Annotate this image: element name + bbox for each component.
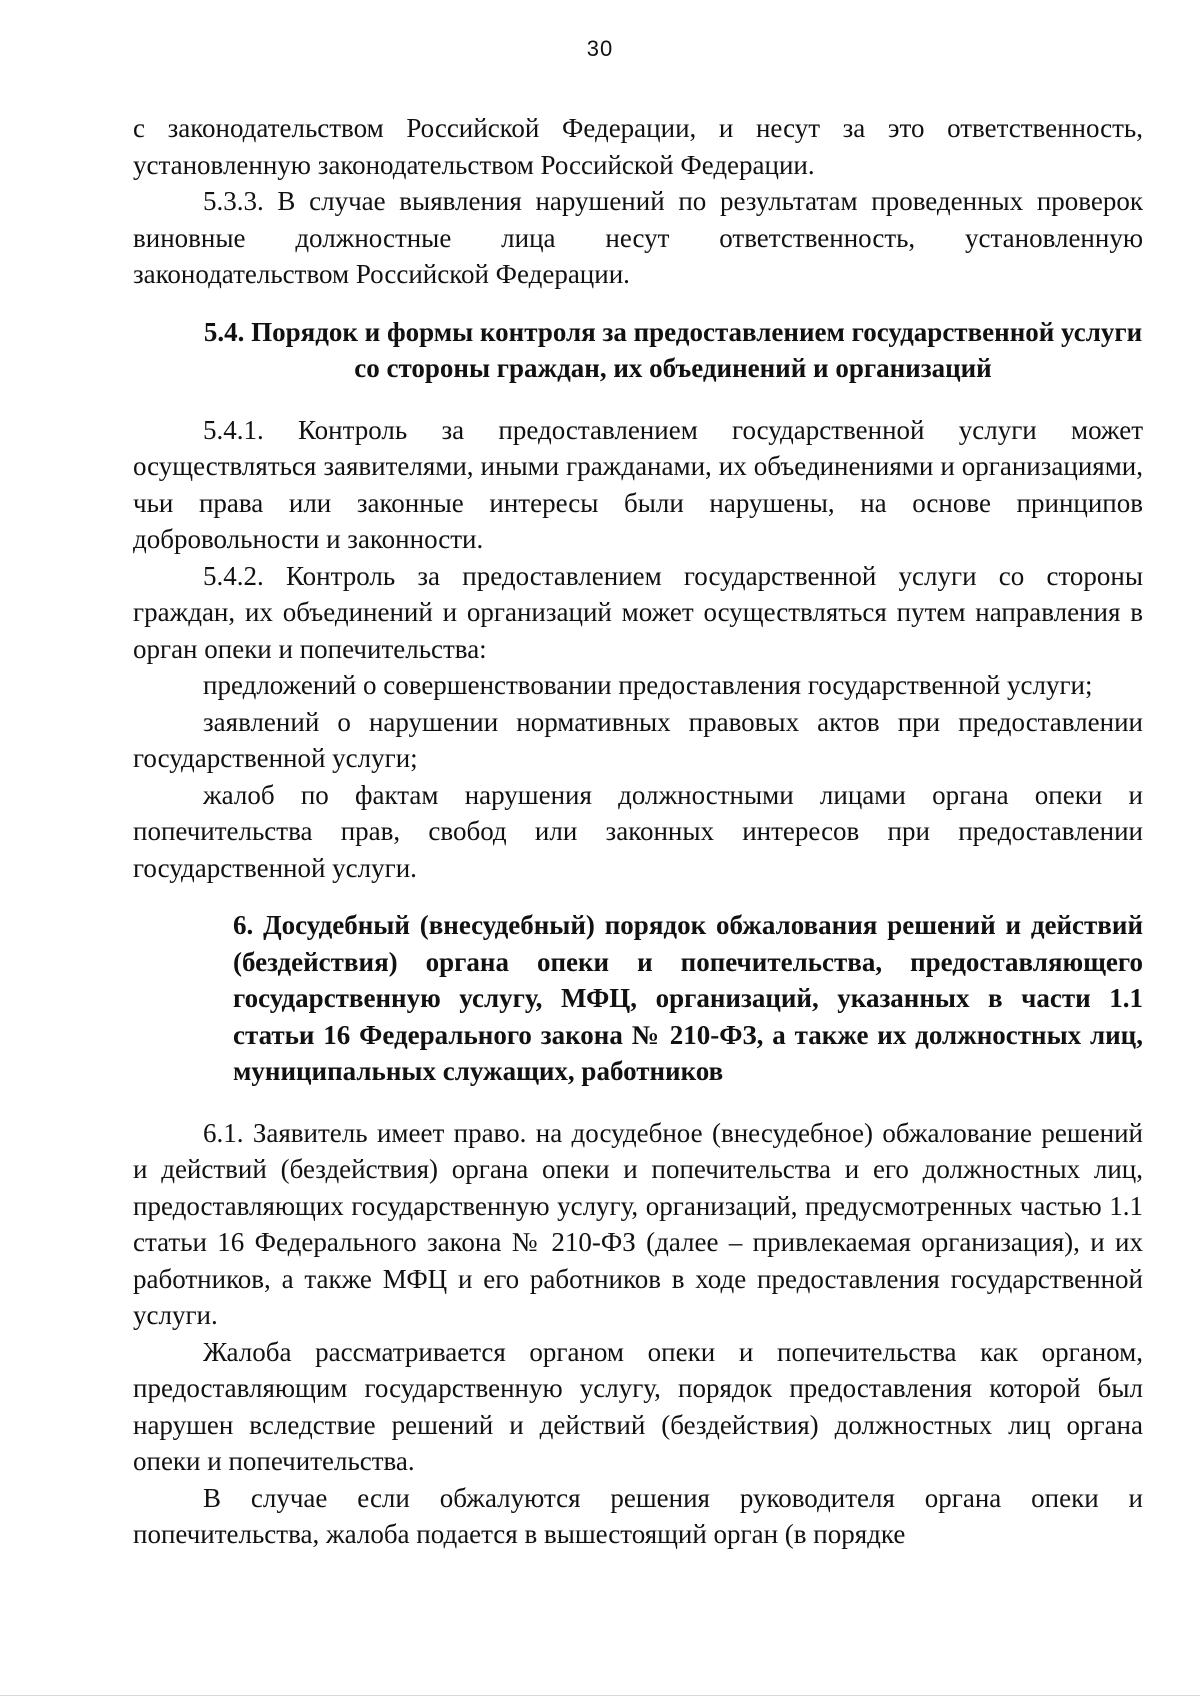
document-body bbox=[133, 110, 1143, 1553]
paragraph-complaint-review: Жалоба рассматривается органом опеки и попечительства как органом, предоставляющим государственную услугу, порядок предоставления которой был нарушен вследствие решений и действий (бездействия) должностных лиц органа опеки и попечительства. bbox=[133, 1336, 1143, 1476]
paragraph-5-4-1: 5.4.1. Контроль за предоставлением государственной услуги может осуществляться заявителями, иными гражданами, их объединениями и организациями, чьи права или законные интересы были нарушены, на основе принципов добровольности и законности. bbox=[133, 414, 1143, 554]
page-bottom-edge bbox=[0, 1695, 1200, 1696]
paragraph-5-3-3: 5.3.3. В случае выявления нарушений по результатам проведенных проверок виновные должностные лица несут ответственность, установленную законодательством Российской Федерации. bbox=[133, 186, 1143, 289]
section-heading-5-4: 5.4. Порядок и формы контроля за предоставлением государственной услуги со стороны граждан, их объединений и организаций bbox=[203, 316, 1143, 383]
section-heading-6: 6. Досудебный (внесудебный) порядок обжалования решений и действий (бездействия) органа опеки и попечительства, предоставляющего государственную услугу, МФЦ, организаций, указанных в части 1.1 статьи 16 Федерального закона № 210-ФЗ, а также их должностных лиц, муниципальных служащих, работников bbox=[233, 910, 1143, 1086]
paragraph-continuation: с законодательством Российской Федерации, и несут за это ответственность, установленную законодательством Российской Федерации. bbox=[133, 113, 1143, 180]
paragraph-5-4-2: 5.4.2. Контроль за предоставлением государственной услуги со стороны граждан, их объединений и организаций может осуществляться путем направления в орган опеки и попечительства: bbox=[133, 560, 1143, 664]
list-item-proposals: предложений о совершенствовании предоставления государственной услуги; bbox=[203, 670, 1093, 700]
list-item-statements: заявлений о нарушении нормативных правовых актов при предоставлении государственной услуги; bbox=[133, 706, 1143, 773]
paragraph-6-1: 6.1. Заявитель имеет право. на досудебное (внесудебное) обжалование решений и действий (бездействия) органа опеки и попечительства и его должностных лиц, предоставляющих государственную услугу, организаций, предусмотренных частью 1.1 статьи 16 Федерального закона № 210-ФЗ (далее – привлекаемая организация), и их работников, а также МФЦ и его работников в ходе предоставления государственной услуги. bbox=[133, 1117, 1143, 1330]
paragraph-appeal-higher-body: В случае если обжалуются решения руководителя органа опеки и попечительства, жалоба подается в вышестоящий орган (в порядке bbox=[133, 1482, 1143, 1549]
list-item-complaints: жалоб по фактам нарушения должностными лицами органа опеки и попечительства прав, свобод или законных интересов при предоставлении государственной услуги. bbox=[133, 779, 1143, 883]
page-number: 30 bbox=[586, 36, 614, 61]
